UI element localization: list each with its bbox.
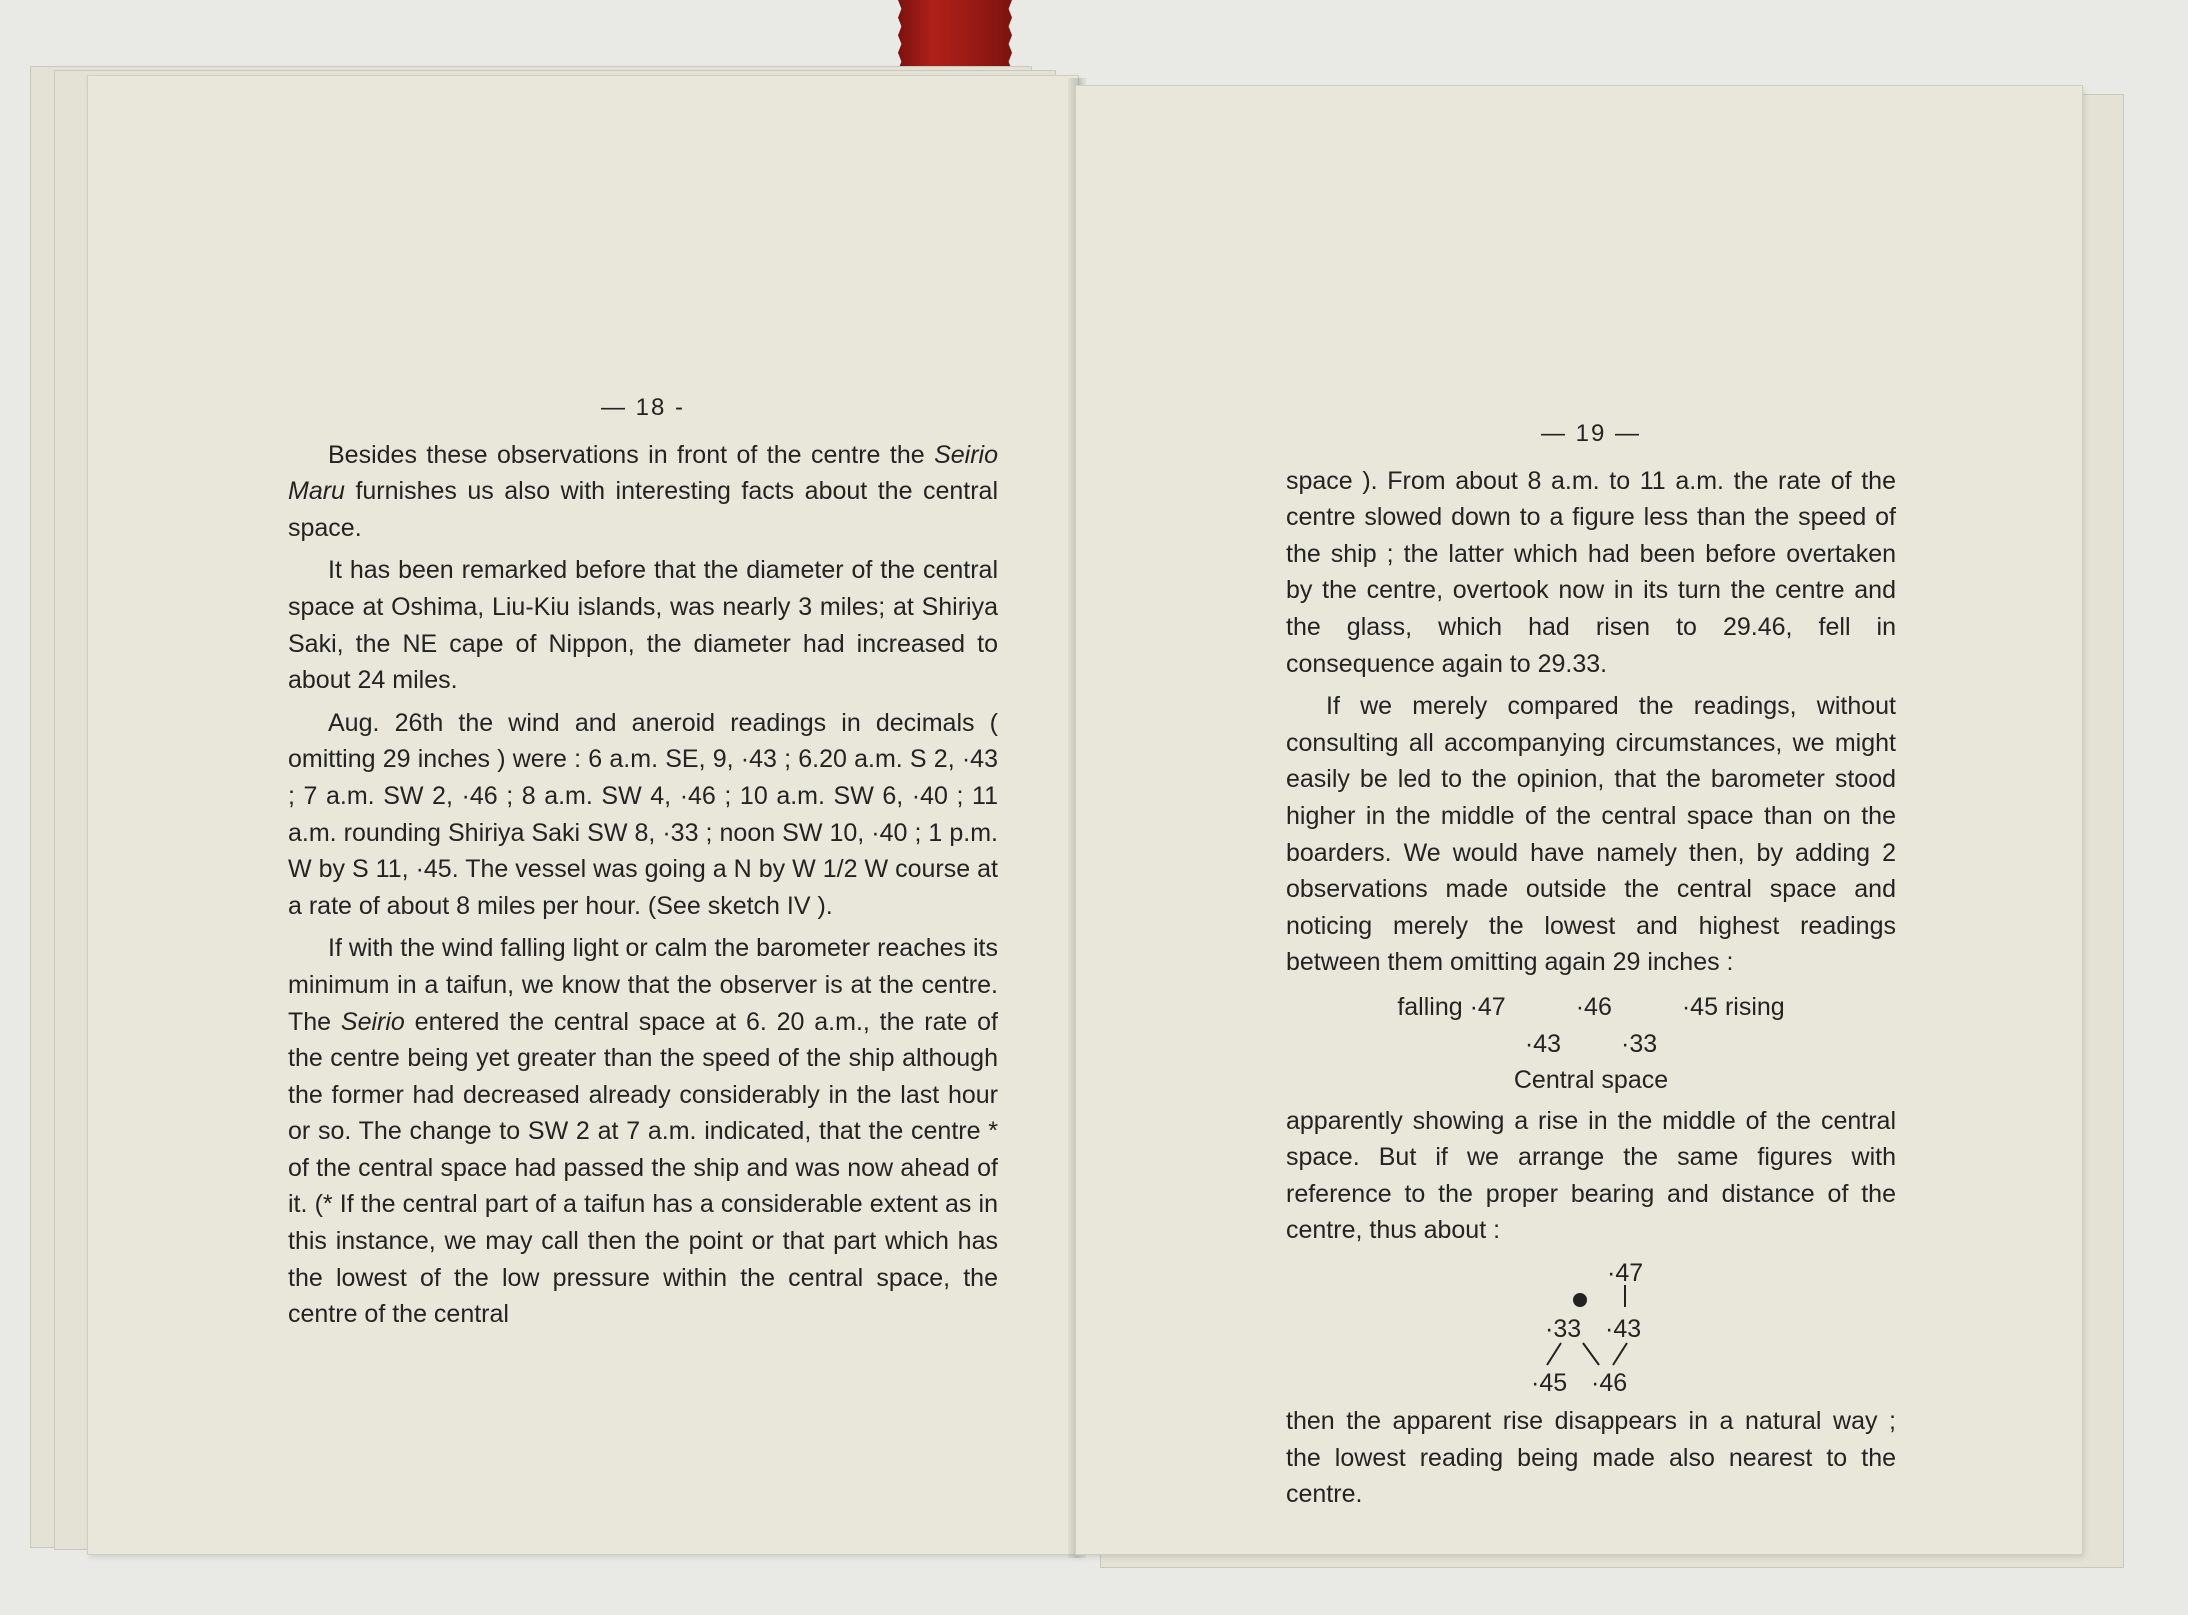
left-page-text (288, 390, 998, 1339)
left-page (88, 76, 1078, 1554)
sketch-value-bottom-right: ·46 (1591, 1369, 1628, 1398)
right-page (1076, 86, 2082, 1554)
text-run: It has been remarked before that the diameter of the central space at Oshima, Liu-Kiu islands, was nearly 3 miles; at Shiriya Saki, the NE cape of Nippon, the diameter had increased to about 24 miles. (288, 556, 998, 695)
text-run: furnishes us also with interesting facts about the central space. (288, 477, 998, 542)
text-run: entered the central space at 6. 20 a.m., the rate of the centre being yet greater than the speed of the ship although the former had decreased already considerably in the last hour or so. The change to SW 2 at 7 a.m. indicated, that the centre * of the central space had passed the ship and was now ahead of it. (* If the central part of a taifun has a considerable extent as in this instance, we may call then the point or that part which has the lowest of the low pressure within the central space, the centre of the central (288, 1007, 999, 1329)
paragraph (288, 437, 998, 547)
paragraph: If we merely compared the readings, without consulting all accompanying circumstances, we might easily be led to the opinion, that the barometer stood higher in the middle of the central space than on the boarders. We would have namely then, by adding 2 observations made outside the central space and noticing merely the lowest and highest readings between them omitting again 29 inches : (1286, 692, 1896, 977)
page-number-right: — 19 — (1540, 420, 1642, 447)
ship-name: Seirio (340, 1007, 405, 1036)
text-run: Aug. 26th the wind and aneroid readings in decimals ( omitting 29 inches ) were : 6 a.m. SE, 9, ·43 ; 6.20 a.m. S 2, ·43 ; 7 a.m. SW 2, ·46 ; 8 a.m. SW 4, ·46 ; 10 a.m. SW 6, ·40 ; 11 a.m. rounding Shiriya Saki SW 8, ·33 ; noon SW 10, ·40 ; 1 p.m. W by S 11, ·45. The vessel was going a N by W 1/2 W course at a rate of about 8 miles per hour. (See sketch IV ). (288, 708, 998, 920)
readings-row-1 (1286, 989, 1896, 1026)
paragraph (288, 552, 998, 698)
reading-value: ·45 rising (1681, 992, 1785, 1021)
right-page-text (1286, 416, 1896, 1519)
paragraph: apparently showing a rise in the middle of the central space. But if we arrange the same figures with reference to the proper bearing and distance of the centre, thus about : (1286, 1106, 1896, 1245)
readings-row-2 (1286, 1026, 1896, 1063)
paragraph (288, 930, 998, 1333)
reading-value: ·33 (1621, 1029, 1658, 1058)
paragraph: then the apparent rise disappears in a natural way ; the lowest reading being made also nearest to the centre. (1286, 1407, 1896, 1509)
centre-dot (1573, 1293, 1587, 1307)
ship-name: Seirio Maru (288, 440, 998, 506)
reading-value: falling ·47 (1397, 992, 1506, 1021)
page-number-left: — 18 - (600, 394, 686, 421)
paragraph: space ). From about 8 a.m. to 11 a.m. the rate of the centre slowed down to a figure less than the speed of the ship ; the latter which had been before overtaken by the centre, overtook now in its turn the centre and the glass, which had risen to 29.46, fell in consequence again to 29.33. (1286, 466, 1896, 678)
sketch-value-mid-right: ·43 (1605, 1315, 1642, 1344)
left-page-paragraphs (288, 437, 998, 1333)
sketch-value-mid-left: ·33 (1545, 1315, 1582, 1344)
reading-value: ·43 (1524, 1029, 1561, 1058)
text-run: If with the wind falling light or calm the barometer reaches its minimum in a taifun, we know that the observer is at the centre. The (288, 934, 998, 1036)
text-run: Besides these observations in front of the centre the (328, 440, 935, 469)
reading-value: ·46 (1575, 992, 1612, 1021)
bearing-sketch (1501, 1255, 1681, 1398)
sketch-value-top: ·47 (1607, 1259, 1644, 1288)
sketch-value-bottom-left: ·45 (1531, 1369, 1568, 1398)
readings-caption: Central space (1513, 1066, 1669, 1095)
paragraph (288, 705, 998, 925)
